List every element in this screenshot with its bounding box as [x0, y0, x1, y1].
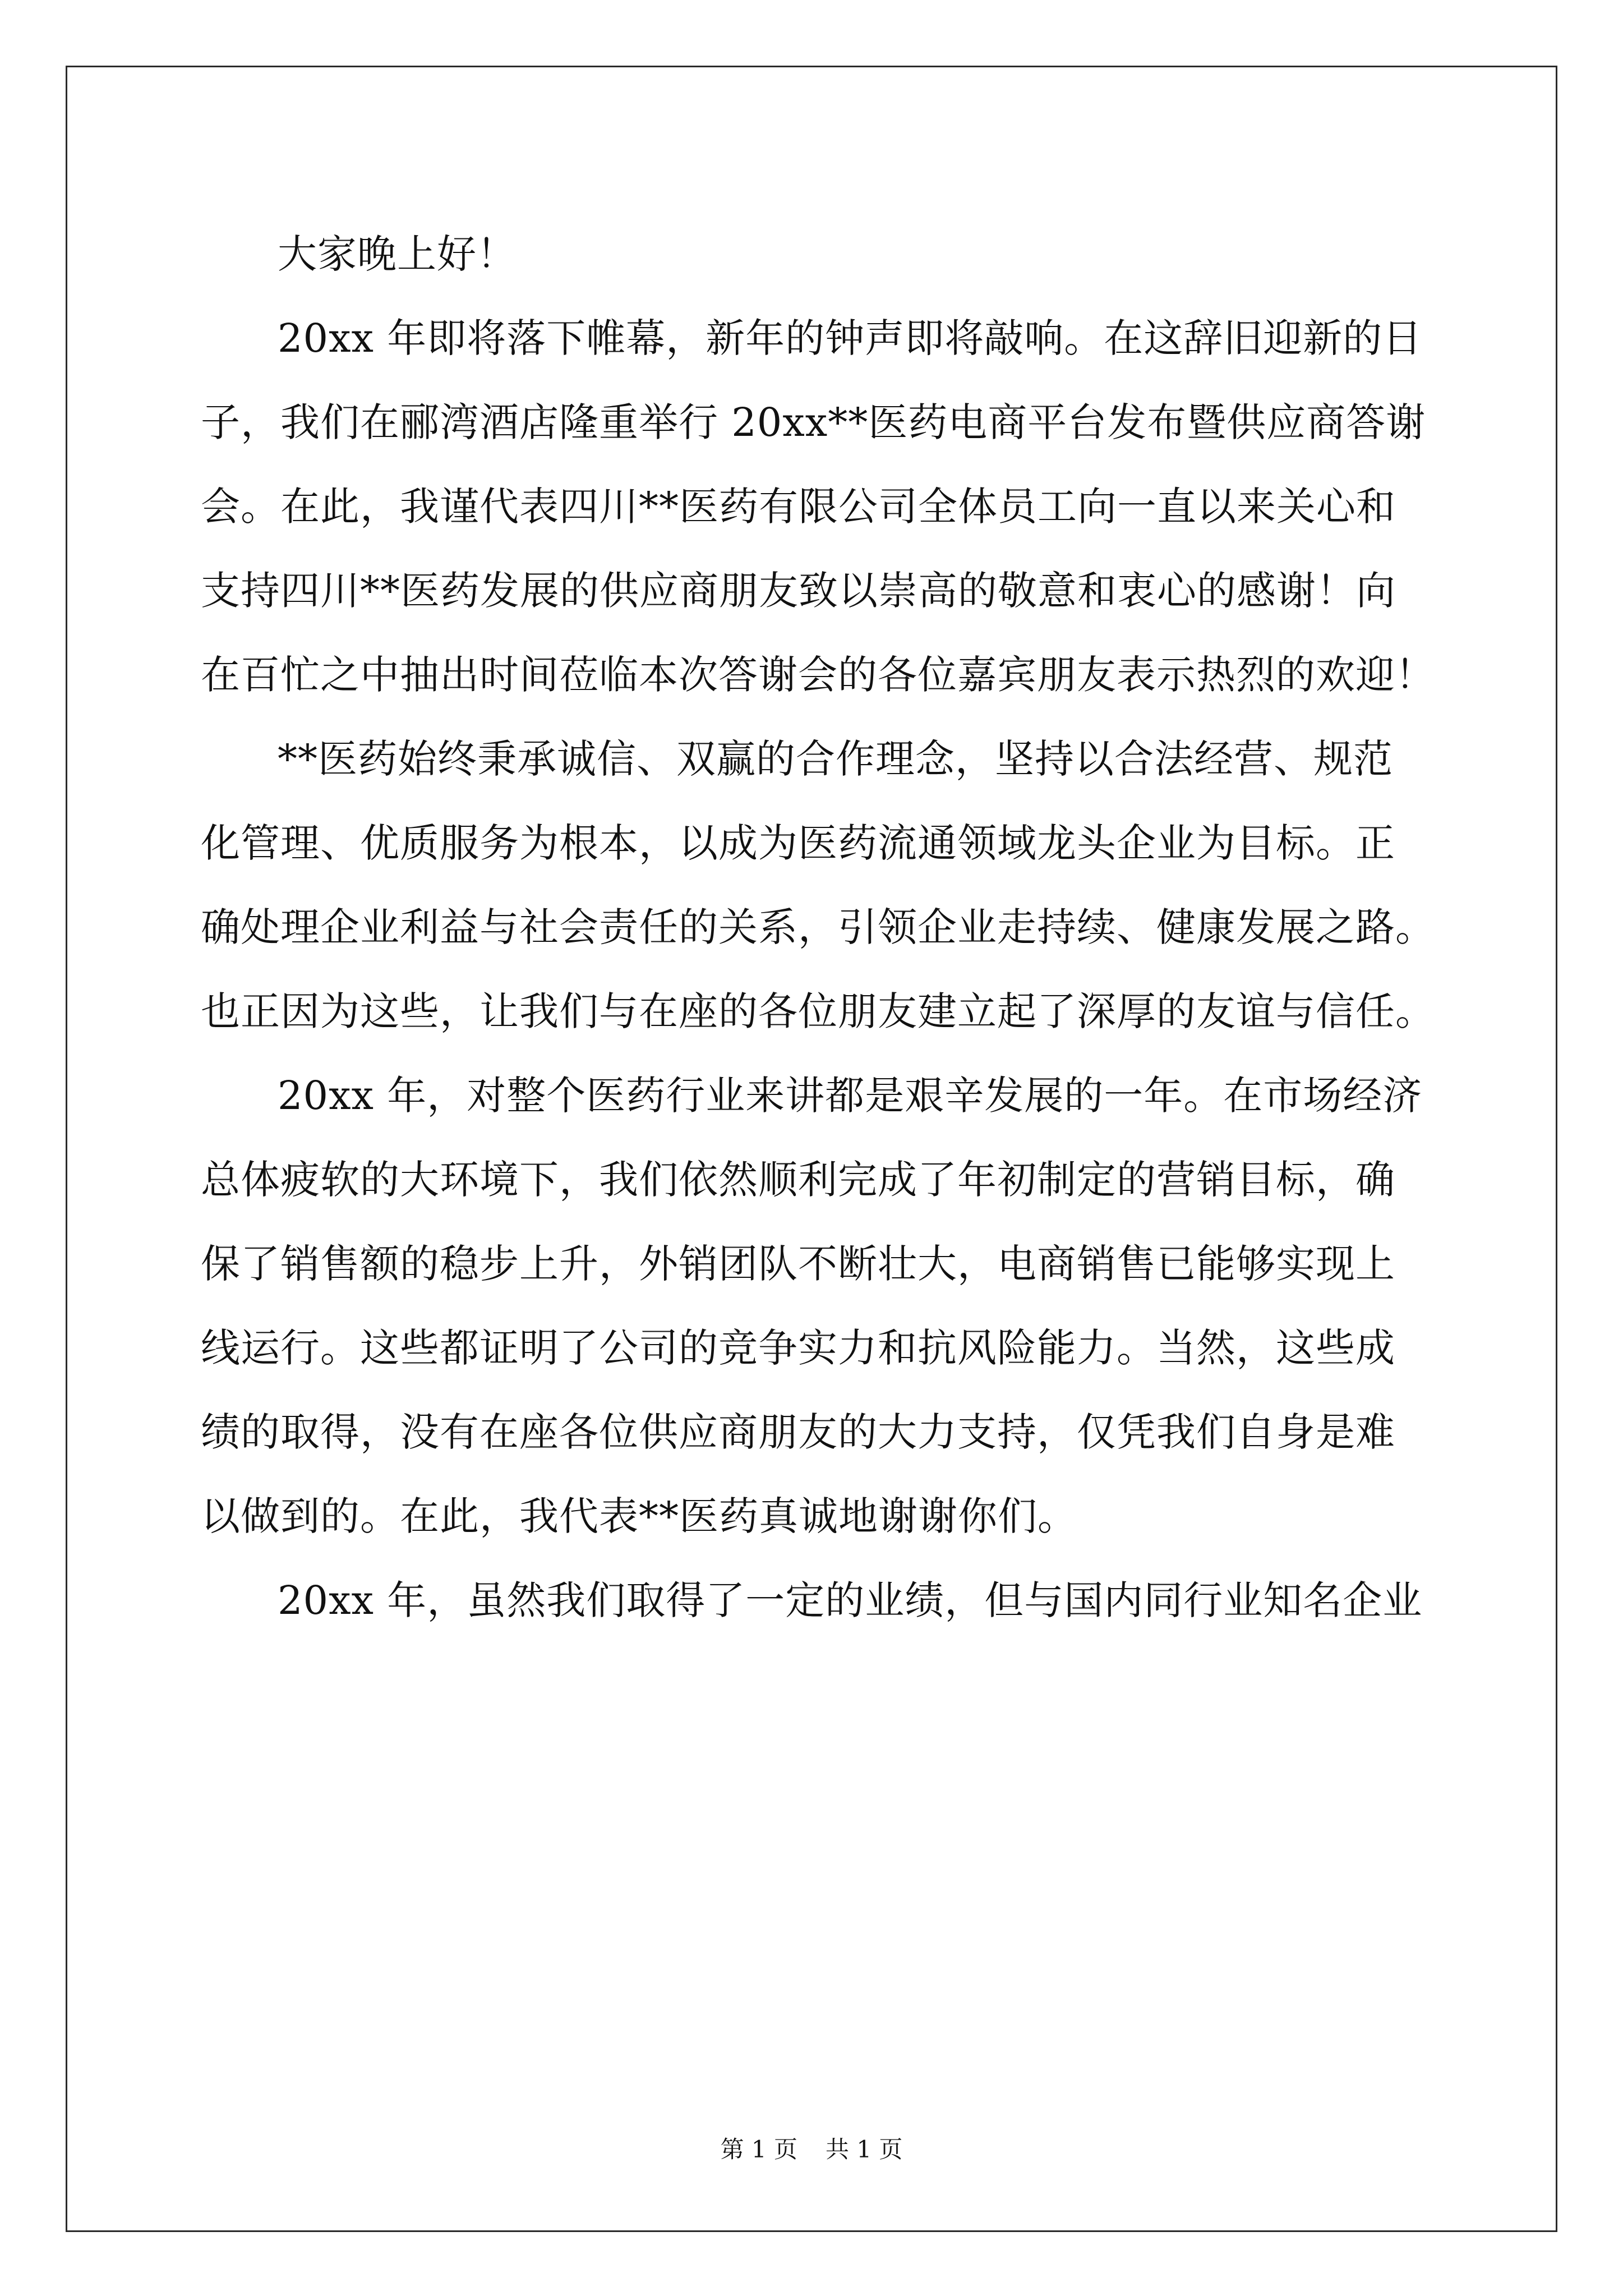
paragraph-line: 线运行。这些都证明了公司的竞争实力和抗风险能力。当然，这些成	[201, 1325, 1395, 1371]
page-footer	[0, 2133, 1623, 2166]
paragraph-line: 在百忙之中抽出时间莅临本次答谢会的各位嘉宾朋友表示热烈的欢迎！	[201, 652, 1435, 698]
paragraph-line: 支持四川**医药发展的供应商朋友致以崇高的敬意和衷心的感谢！向	[201, 568, 1396, 614]
page-number: 第 1 页	[720, 2136, 797, 2163]
paragraph-line: 保了销售额的稳步上升，外销团队不断壮大，电商销售已能够实现上	[201, 1241, 1395, 1287]
document-body	[201, 212, 1440, 1642]
paragraph-line: 会。在此，我谨代表四川**医药有限公司全体员工向一直以来关心和	[201, 484, 1396, 530]
paragraph-line: 确处理企业利益与社会责任的关系，引领企业走持续、健康发展之路。	[201, 904, 1435, 950]
paragraph-line: 绩的取得，没有在座各位供应商朋友的大力支持，仅凭我们自身是难	[201, 1409, 1395, 1455]
paragraph-line: 总体疲软的大环境下，我们依然顺利完成了年初制定的营销目标，确	[201, 1157, 1395, 1203]
greeting-line: 大家晚上好！	[278, 231, 517, 277]
paragraph-line: 20xx 年即将落下帷幕，新年的钟声即将敲响。在这辞旧迎新的日	[278, 315, 1423, 361]
page-total: 共 1 页	[826, 2136, 903, 2163]
paragraph-line: **医药始终秉承诚信、双赢的合作理念，坚持以合法经营、规范	[278, 736, 1393, 782]
paragraph-line: 20xx 年，虽然我们取得了一定的业绩，但与国内同行业知名企业	[278, 1577, 1423, 1623]
paragraph-line: 子，我们在郦湾酒店隆重举行 20xx**医药电商平台发布暨供应商答谢	[201, 399, 1426, 445]
paragraph-line: 以做到的。在此，我代表**医药真诚地谢谢你们。	[201, 1493, 1077, 1539]
paragraph-line: 也正因为这些，让我们与在座的各位朋友建立起了深厚的友谊与信任。	[201, 988, 1435, 1034]
paragraph-line: 20xx 年，对整个医药行业来讲都是艰辛发展的一年。在市场经济	[278, 1073, 1423, 1119]
paragraph-line: 化管理、优质服务为根本，以成为医药流通领域龙头企业为目标。正	[201, 820, 1395, 866]
